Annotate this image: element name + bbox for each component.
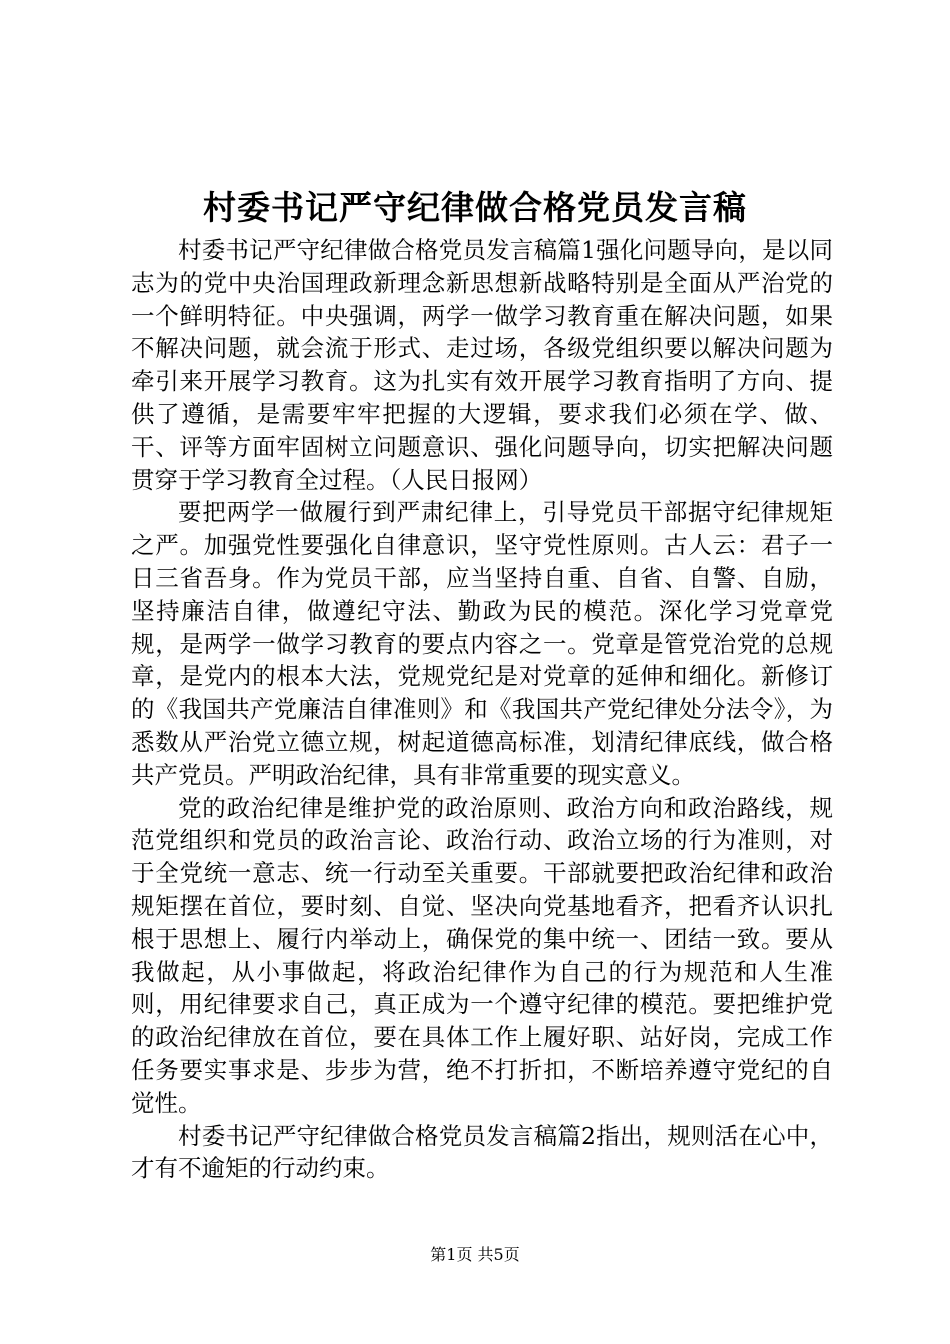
document-title: 村委书记严守纪律做合格党员发言稿 — [203, 188, 747, 227]
document-body — [131, 234, 833, 1185]
paragraph-3: 党的政治纪律是维护党的政治原则、政治方向和政治路线，规范党组织和党员的政治言论、政治行动、政治立场的行为准则，对于全党统一意志、统一行动至关重要。干部就要把政治纪律和政治规矩摆在首位，要时刻、自觉、坚决向党基地看齐，把看齐认识扎根于思想上、履行内举动上，确保党的集中统一、团结一致。要从我做起，从小事做起，将政治纪律作为自己的行为规范和人生准则，用纪律要求自己，真正成为一个遵守纪律的模范。要把维护党的政治纪律放在首位，要在具体工作上履好职、站好岗，完成工作任务要实事求是、步步为营，绝不打折扣，不断培养遵守党纪的自觉性。 — [131, 793, 833, 1117]
paragraph-4: 村委书记严守纪律做合格党员发言稿篇2指出，规则活在心中，才有不逾矩的行动约束。 — [131, 1121, 833, 1183]
paragraph-2: 要把两学一做履行到严肃纪律上，引导党员干部据守纪律规矩之严。加强党性要强化自律意识，坚守党性原则。古人云：君子一日三省吾身。作为党员干部，应当坚持自重、自省、自警、自励，坚持廉洁自律，做遵纪守法、勤政为民的模范。深化学习党章党规，是两学一做学习教育的要点内容之一。党章是管党治党的总规章，是党内的根本大法，党规党纪是对党章的延伸和细化。新修订的《我国共产党廉洁自律准则》和《我国共产党纪律处分法令》，为悉数从严治党立德立规，树起道德高标准，划清纪律底线，做合格共产党员。严明政治纪律，具有非常重要的现实意义。 — [131, 498, 833, 789]
paragraph-1: 村委书记严守纪律做合格党员发言稿篇1强化问题导向，是以同志为的党中央治国理政新理念新思想新战略特别是全面从严治党的一个鲜明特征。中央强调，两学一做学习教育重在解决问题，如果不解决问题，就会流于形式、走过场，各级党组织要以解决问题为牵引来开展学习教育。这为扎实有效开展学习教育指明了方向、提供了遵循，是需要牢牢把握的大逻辑，要求我们必须在学、做、干、评等方面牢固树立问题意识、强化问题导向，切实把解决问题贯穿于学习教育全过程。（人民日报网） — [131, 236, 833, 494]
page-footer: 第1页 共5页 — [430, 1245, 520, 1264]
